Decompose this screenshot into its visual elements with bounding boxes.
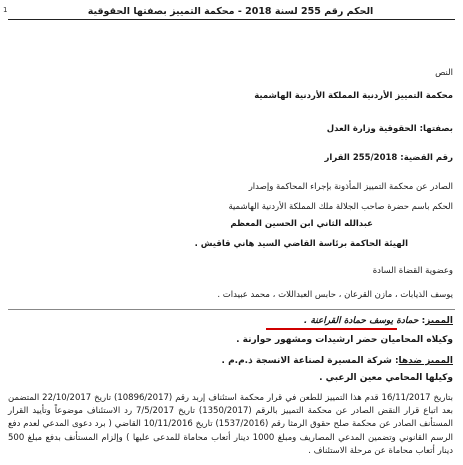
judges-membership: وعضوية القضاة السادة	[372, 266, 453, 276]
text-label: النص	[435, 68, 453, 78]
appellant-line: المميز: حمادة يوسف حمادة القراعنة .	[303, 316, 453, 326]
respondent-counsel: وكيلها المحامي معين الرعبي .	[319, 373, 453, 383]
capacity-value: الحقوقية وزارة العدل	[326, 124, 417, 134]
king-name: عبدالله الثاني ابن الحسين المعظم	[230, 219, 373, 229]
capacity-label: بصفتها	[423, 124, 453, 134]
respondent-line: المميز ضدها: شركة المسيرة لصناعة الانسجة ذ.م.م .	[221, 356, 453, 366]
judges-row: يوسف الذيابات ، مازن القرعان ، حابس العبداللات ، محمد عبيدات .	[217, 290, 453, 300]
section-divider	[8, 309, 455, 310]
red-underline-mark	[266, 328, 397, 330]
capacity-line: بصفتها: الحقوقية وزارة العدل	[326, 124, 453, 134]
respondent-label: المميز ضدها	[398, 356, 453, 366]
header-divider	[8, 19, 455, 20]
body-paragraph: بتاريخ 16/11/2017 قدم هذا التمييز للطعن في قرار محكمة استئناف إربد رقم (10896/2017) تاريخ 22/10/2017 المتضمن بعد اتباع قرار النقض الصادر عن محكمة التمييز بالرقم (1350/2017) تاريخ 7/5/2017 رد الاستئناف موضوعاً وتأييد القرار المستأنف الصادر عن محكمة صلح حقوق الرمثا رقم (1537/2016) تاريخ 10/11/2016 القاضي ( برد دعوى المدعي لعدم دفع الرسم القانوني وتضمين المدعي المصاريف ومبلغ 1000 دينار أتعاب محاماة للمدعى عليها ) وإلزام المستأنف بدفع مبلغ 500 دينار أتعاب محاماة عن مرحلة الاستئناف .	[8, 393, 453, 456]
case-number-value: 255/2018 القرار	[324, 153, 398, 163]
page-number: 1	[3, 6, 8, 14]
header-title: الحكم رقم 255 لسنة 2018 - محكمة التمييز بصفتها الحقوقية	[87, 6, 374, 17]
respondent-name: شركة المسيرة لصناعة الانسجة ذ.م.م .	[221, 356, 392, 366]
appellant-name: حمادة يوسف حمادة القراعنة .	[303, 316, 419, 326]
issued-line: الصادر عن محكمة التمييز المأذونة بإجراء المحاكمة وإصدار	[248, 182, 453, 192]
appellant-counsel: وكيلاه المحاميان حضر ارشيدات ومشهور حوارنة .	[236, 335, 453, 345]
ruling-line: الحكم باسم حضرة صاحب الجلالة ملك المملكة الأردنية الهاشمية	[228, 202, 453, 212]
appellant-label: المميز	[425, 316, 453, 326]
case-number-line: رقم القضية: 255/2018 القرار	[324, 153, 453, 163]
case-number-label: رقم القضية	[403, 153, 453, 163]
panel-line: الهيئة الحاكمة برئاسة القاضي السيد هاني قاقيش .	[194, 239, 408, 249]
court-name: محكمة التمييز الأردنية المملكة الأردنية الهاشمية	[254, 91, 453, 101]
